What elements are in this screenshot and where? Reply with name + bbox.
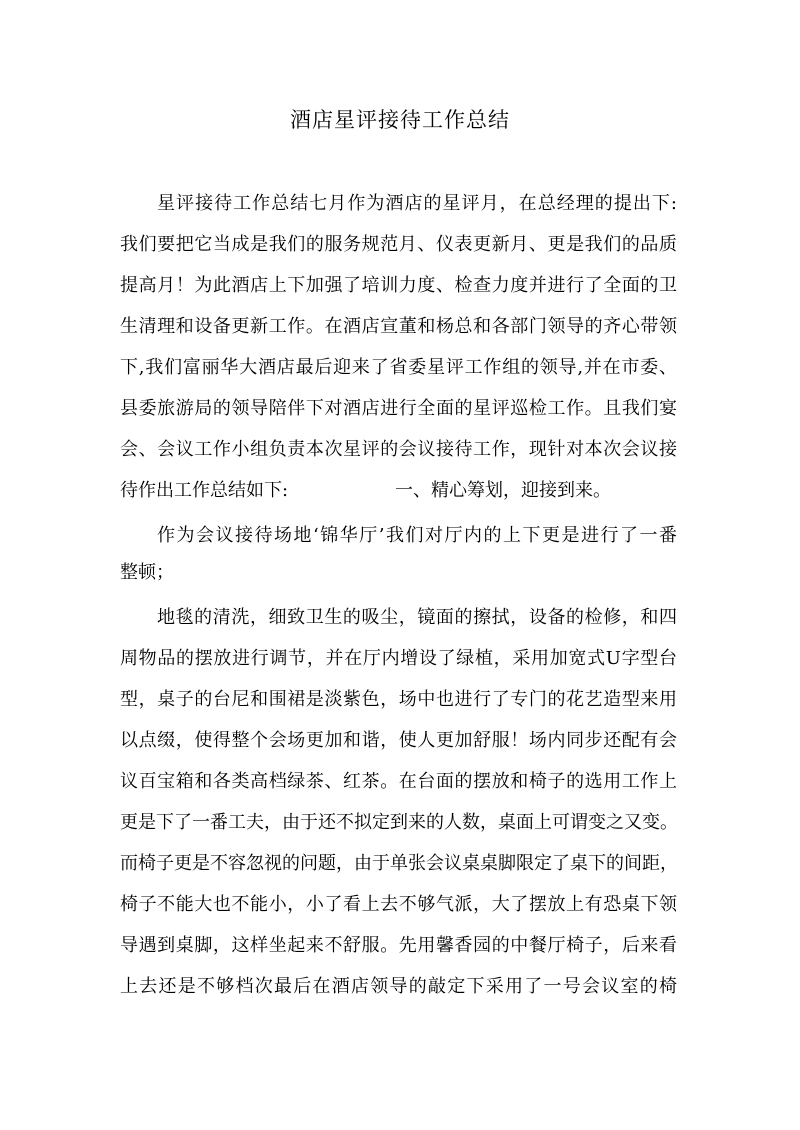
paragraph-line: 我们要把它当成是我们的服务规范月、仪表更新月、更是我们的品质 (120, 234, 677, 255)
paragraph-line: 周物品的摆放进行调节，并在厅内增设了绿植，采用加宽式U字型台 (120, 648, 677, 669)
paragraph-line: 提高月！为此酒店上下加强了培训力度、检查力度并进行了全面的卫 (120, 275, 677, 296)
paragraph-line: 导遇到桌脚，这样坐起来不舒服。先用馨香园的中餐厅椅子，后来看 (120, 935, 677, 956)
document-title: 酒店星评接待工作总结 (290, 108, 510, 132)
paragraph-line: 议百宝箱和各类高档绿茶、红茶。在台面的摆放和椅子的选用工作上 (120, 771, 677, 792)
paragraph-line: 作为会议接待场地‘锦华厅’我们对厅内的上下更是进行了一番 (157, 525, 677, 546)
paragraph-line: 县委旅游局的领导陪伴下对酒店进行全面的星评巡检工作。且我们宴 (120, 398, 677, 419)
paragraph-line: 生清理和设备更新工作。在酒店宣董和杨总和各部门领导的齐心带领 (120, 316, 677, 337)
paragraph-line: 待作出工作总结如下: (120, 480, 289, 501)
paragraph-line: 型，桌子的台尼和围裙是淡紫色，场中也进行了专门的花艺造型来用 (120, 689, 677, 710)
paragraph-line: 地毯的清洗，细致卫生的吸尘，镜面的擦拭，设备的检修，和四 (157, 607, 677, 628)
paragraph-line: 星评接待工作总结七月作为酒店的星评月，在总经理的提出下: (157, 193, 677, 214)
section-heading: 一、精心筹划，迎接到来。 (395, 480, 611, 501)
paragraph-line: 会、会议工作小组负责本次星评的会议接待工作，现针对本次会议接 (120, 439, 677, 460)
paragraph-line: 下,我们富丽华大酒店最后迎来了省委星评工作组的领导,并在市委、 (120, 357, 677, 378)
paragraph-line: 上去还是不够档次最后在酒店领导的敲定下采用了一号会议室的椅 (120, 976, 677, 997)
paragraph-line: 更是下了一番工夫，由于还不拟定到来的人数，桌面上可谓变之又变。 (120, 812, 678, 833)
paragraph-line: 以点缀，使得整个会场更加和谐，使人更加舒服！场内同步还配有会 (120, 730, 677, 751)
paragraph-line: 整顿； (120, 562, 174, 583)
paragraph-line: 椅子不能大也不能小，小了看上去不够气派，大了摆放上有恐桌下领 (120, 894, 677, 915)
paragraph-line: 而椅子更是不容忽视的问题，由于单张会议桌桌脚限定了桌下的间距， (120, 853, 678, 874)
